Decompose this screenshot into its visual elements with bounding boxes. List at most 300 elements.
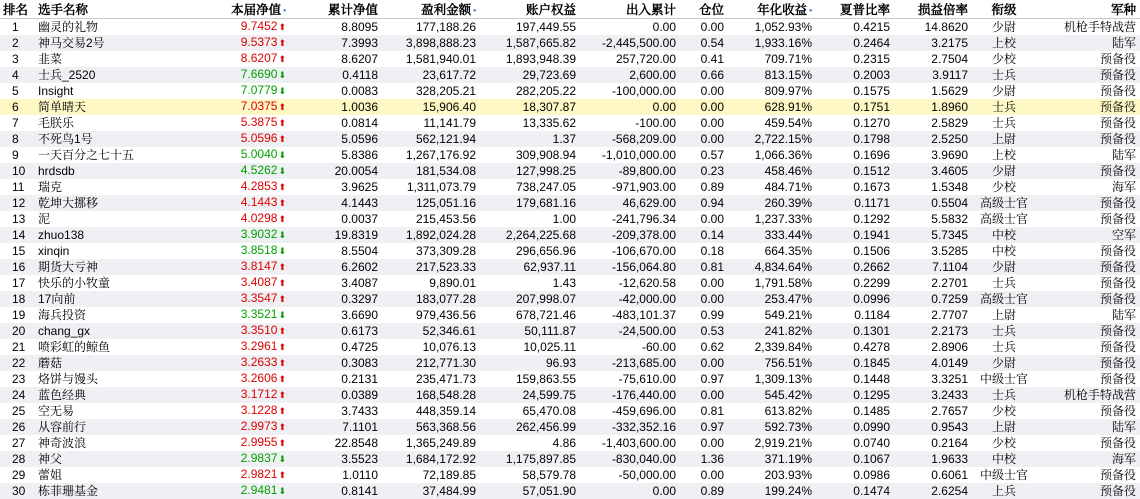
cell-profit: 448,359.14	[382, 403, 480, 419]
cell-arm: 预备役	[1036, 51, 1140, 67]
cell-nav	[202, 307, 290, 323]
arrow-down-icon: ⬇	[278, 230, 286, 240]
cell-grade: 少尉	[972, 83, 1036, 99]
cell-sharpe: 0.1845	[816, 355, 894, 371]
cell-nav	[202, 323, 290, 339]
column-header-plr[interactable]	[894, 0, 972, 19]
cell-cum: 0.3083	[290, 355, 382, 371]
cell-equity: 1,893,948.39	[480, 51, 580, 67]
table-row[interactable]	[0, 387, 1140, 403]
cell-nav	[202, 163, 290, 179]
cell-arm: 陆军	[1036, 419, 1140, 435]
arrow-up-icon: ⬆	[278, 470, 286, 480]
cell-equity: 296,656.96	[480, 243, 580, 259]
cell-cum: 0.4118	[290, 67, 382, 83]
cell-pos: 0.00	[680, 99, 728, 115]
cell-profit: 15,906.40	[382, 99, 480, 115]
cell-equity: 29,723.69	[480, 67, 580, 83]
cell-pos: 0.00	[680, 355, 728, 371]
nav-value: 3.4087	[241, 275, 278, 289]
table-row[interactable]	[0, 19, 1140, 36]
table-row[interactable]	[0, 307, 1140, 323]
cell-nav	[202, 35, 290, 51]
cell-nav	[202, 387, 290, 403]
cell-grade: 上尉	[972, 419, 1036, 435]
cell-grade: 高级士官	[972, 195, 1036, 211]
nav-value: 4.1443	[241, 195, 278, 209]
cell-pos: 0.99	[680, 307, 728, 323]
cell-equity: 4.86	[480, 435, 580, 451]
arrow-up-icon: ⬆	[278, 102, 286, 112]
cell-flow: 2,600.00	[580, 67, 680, 83]
cell-profit: 52,346.61	[382, 323, 480, 339]
cell-name[interactable]: 17向前	[32, 291, 202, 307]
cell-rank: 20	[0, 323, 32, 339]
cell-cum: 19.8319	[290, 227, 382, 243]
cell-pos: 0.14	[680, 227, 728, 243]
table-row[interactable]	[0, 211, 1140, 227]
cell-grade: 中校	[972, 451, 1036, 467]
cell-plr: 2.7707	[894, 307, 972, 323]
cell-sharpe: 0.1506	[816, 243, 894, 259]
cell-nav	[202, 259, 290, 275]
table-row[interactable]	[0, 131, 1140, 147]
cell-grade: 士兵	[972, 99, 1036, 115]
cell-grade: 少校	[972, 51, 1036, 67]
cell-pos: 0.00	[680, 291, 728, 307]
cell-annual: 1,237.33%	[728, 211, 816, 227]
nav-value: 4.5262	[241, 163, 278, 177]
cell-plr: 1.5348	[894, 179, 972, 195]
column-header-label: 年化收益	[757, 3, 807, 17]
cell-cum: 0.0814	[290, 115, 382, 131]
cell-pos: 0.00	[680, 19, 728, 36]
cell-annual: 203.93%	[728, 467, 816, 483]
nav-value: 3.3547	[241, 291, 278, 305]
cell-plr: 2.7504	[894, 51, 972, 67]
cell-equity: 24,599.75	[480, 387, 580, 403]
column-header-pos[interactable]	[680, 0, 728, 19]
cell-grade: 上尉	[972, 131, 1036, 147]
cell-profit: 3,898,888.23	[382, 35, 480, 51]
nav-value: 3.8518	[241, 243, 278, 257]
cell-arm: 预备役	[1036, 403, 1140, 419]
cell-equity: 10,025.11	[480, 339, 580, 355]
cell-rank: 12	[0, 195, 32, 211]
cell-nav	[202, 19, 290, 36]
cell-cum: 5.8386	[290, 147, 382, 163]
table-row[interactable]	[0, 99, 1140, 115]
nav-value: 5.0596	[241, 131, 278, 145]
cell-equity: 96.93	[480, 355, 580, 371]
cell-pos: 0.00	[680, 131, 728, 147]
cell-flow: -24,500.00	[580, 323, 680, 339]
cell-cum: 3.5523	[290, 451, 382, 467]
cell-cum: 7.3993	[290, 35, 382, 51]
table-row[interactable]	[0, 291, 1140, 307]
cell-equity: 207,998.07	[480, 291, 580, 307]
cell-name[interactable]: 蘑菇	[32, 355, 202, 371]
cell-arm: 陆军	[1036, 147, 1140, 163]
nav-value: 8.6207	[241, 51, 278, 65]
cell-nav	[202, 147, 290, 163]
cell-sharpe: 0.1673	[816, 179, 894, 195]
column-header-label: 选手名称	[38, 3, 88, 17]
arrow-up-icon: ⬆	[278, 38, 286, 48]
cell-profit: 217,523.33	[382, 259, 480, 275]
cell-rank: 22	[0, 355, 32, 371]
cell-pos: 0.94	[680, 195, 728, 211]
table-row[interactable]	[0, 195, 1140, 211]
cell-name[interactable]: 韭菜	[32, 51, 202, 67]
cell-arm: 预备役	[1036, 483, 1140, 499]
cell-nav	[202, 227, 290, 243]
cell-cum: 20.0054	[290, 163, 382, 179]
cell-profit: 215,453.56	[382, 211, 480, 227]
arrow-down-icon: ⬇	[278, 246, 286, 256]
table-row[interactable]	[0, 371, 1140, 387]
cell-profit: 177,188.26	[382, 19, 480, 36]
table-row[interactable]	[0, 147, 1140, 163]
cell-arm: 预备役	[1036, 275, 1140, 291]
column-header-label: 本届净值	[231, 3, 281, 17]
sort-indicator-icon[interactable]: •	[283, 6, 286, 15]
cell-nav	[202, 467, 290, 483]
column-header-arm[interactable]	[1036, 0, 1140, 19]
cell-nav	[202, 275, 290, 291]
nav-value: 7.0375	[241, 99, 278, 113]
cell-nav	[202, 211, 290, 227]
cell-name[interactable]: 蕾姐	[32, 467, 202, 483]
column-header-label: 累计净值	[328, 3, 378, 17]
cell-arm: 预备役	[1036, 291, 1140, 307]
cell-annual: 613.82%	[728, 403, 816, 419]
cell-nav	[202, 355, 290, 371]
cell-pos: 0.81	[680, 259, 728, 275]
cell-plr: 3.9117	[894, 67, 972, 83]
cell-arm: 预备役	[1036, 195, 1140, 211]
cell-rank: 8	[0, 131, 32, 147]
cell-name[interactable]: 泥	[32, 211, 202, 227]
cell-sharpe: 0.1184	[816, 307, 894, 323]
cell-sharpe: 0.1941	[816, 227, 894, 243]
nav-value: 2.9837	[241, 451, 278, 465]
cell-name[interactable]: 从容前行	[32, 419, 202, 435]
table-row[interactable]	[0, 83, 1140, 99]
cell-profit: 23,617.72	[382, 67, 480, 83]
cell-flow: -459,696.00	[580, 403, 680, 419]
cell-profit: 11,141.79	[382, 115, 480, 131]
nav-value: 4.0298	[241, 211, 278, 225]
cell-profit: 235,471.73	[382, 371, 480, 387]
cell-name[interactable]: 瑞克	[32, 179, 202, 195]
cell-profit: 125,051.16	[382, 195, 480, 211]
cell-name[interactable]: 神奇波浪	[32, 435, 202, 451]
arrow-down-icon: ⬇	[278, 310, 286, 320]
column-header-rank[interactable]	[0, 0, 32, 19]
cell-name[interactable]: 简单晴天	[32, 99, 202, 115]
cell-cum: 5.0596	[290, 131, 382, 147]
cell-annual: 756.51%	[728, 355, 816, 371]
table-row[interactable]	[0, 67, 1140, 83]
table-row[interactable]	[0, 483, 1140, 499]
cell-cum: 8.6207	[290, 51, 382, 67]
cell-rank: 23	[0, 371, 32, 387]
column-header-flow[interactable]	[580, 0, 680, 19]
cell-name[interactable]: Insight	[32, 83, 202, 99]
arrow-up-icon: ⬆	[278, 118, 286, 128]
cell-name[interactable]: 乾坤大挪移	[32, 195, 202, 211]
cell-arm: 预备役	[1036, 355, 1140, 371]
cell-annual: 664.35%	[728, 243, 816, 259]
cell-name[interactable]: chang_gx	[32, 323, 202, 339]
table-row[interactable]	[0, 243, 1140, 259]
cell-cum: 8.8095	[290, 19, 382, 36]
cell-arm: 预备役	[1036, 67, 1140, 83]
cell-equity: 179,681.16	[480, 195, 580, 211]
nav-value: 9.5373	[241, 35, 278, 49]
cell-profit: 181,534.08	[382, 163, 480, 179]
cell-equity: 57,051.90	[480, 483, 580, 499]
cell-annual: 484.71%	[728, 179, 816, 195]
column-header-label: 仓位	[699, 3, 724, 17]
column-header-annual[interactable]	[728, 0, 816, 19]
cell-flow: -89,800.00	[580, 163, 680, 179]
cell-rank: 10	[0, 163, 32, 179]
cell-annual: 1,309.13%	[728, 371, 816, 387]
column-header-name[interactable]	[32, 0, 202, 19]
cell-sharpe: 0.1448	[816, 371, 894, 387]
cell-nav	[202, 195, 290, 211]
cell-pos: 0.54	[680, 35, 728, 51]
cell-annual: 371.19%	[728, 451, 816, 467]
column-header-label: 排名	[3, 3, 28, 17]
cell-pos: 0.00	[680, 467, 728, 483]
cell-profit: 212,771.30	[382, 355, 480, 371]
sort-indicator-icon[interactable]: •	[473, 6, 476, 15]
cell-nav	[202, 451, 290, 467]
cell-annual: 628.91%	[728, 99, 816, 115]
table-row[interactable]	[0, 355, 1140, 371]
cell-pos: 0.89	[680, 179, 728, 195]
cell-name[interactable]: 神马交易2号	[32, 35, 202, 51]
table-row[interactable]	[0, 51, 1140, 67]
table-row[interactable]	[0, 259, 1140, 275]
cell-annual: 1,791.58%	[728, 275, 816, 291]
cell-pos: 0.89	[680, 483, 728, 499]
cell-equity: 65,470.08	[480, 403, 580, 419]
cell-profit: 1,581,940.01	[382, 51, 480, 67]
cell-sharpe: 0.2003	[816, 67, 894, 83]
column-header-equity[interactable]	[480, 0, 580, 19]
cell-sharpe: 0.1171	[816, 195, 894, 211]
table-row[interactable]	[0, 323, 1140, 339]
cell-name[interactable]: 蓝色经典	[32, 387, 202, 403]
cell-plr: 3.4605	[894, 163, 972, 179]
cell-flow: -971,903.00	[580, 179, 680, 195]
cell-name[interactable]: 一天百分之七十五	[32, 147, 202, 163]
nav-value: 5.0040	[241, 147, 278, 161]
cell-name[interactable]: 神父	[32, 451, 202, 467]
cell-name[interactable]: 快乐的小牧童	[32, 275, 202, 291]
cell-name[interactable]: 士兵_2520	[32, 67, 202, 83]
column-header-cum[interactable]	[290, 0, 382, 19]
cell-cum: 0.0389	[290, 387, 382, 403]
cell-nav	[202, 131, 290, 147]
cell-cum: 0.0083	[290, 83, 382, 99]
cell-name[interactable]: 不死鸟1号	[32, 131, 202, 147]
cell-name[interactable]: 海兵投资	[32, 307, 202, 323]
arrow-up-icon: ⬆	[278, 358, 286, 368]
arrow-up-icon: ⬆	[278, 326, 286, 336]
table-row[interactable]	[0, 179, 1140, 195]
table-row[interactable]	[0, 115, 1140, 131]
arrow-up-icon: ⬆	[278, 438, 286, 448]
cell-rank: 21	[0, 339, 32, 355]
table-row[interactable]	[0, 339, 1140, 355]
cell-sharpe: 0.0740	[816, 435, 894, 451]
cell-grade: 士兵	[972, 339, 1036, 355]
table-row[interactable]	[0, 419, 1140, 435]
cell-cum: 1.0036	[290, 99, 382, 115]
column-header-grade[interactable]	[972, 0, 1036, 19]
cell-flow: -60.00	[580, 339, 680, 355]
table-row[interactable]	[0, 467, 1140, 483]
cell-equity: 159,863.55	[480, 371, 580, 387]
arrow-up-icon: ⬆	[278, 342, 286, 352]
column-header-sharpe[interactable]	[816, 0, 894, 19]
cell-pos: 0.18	[680, 243, 728, 259]
cell-arm: 预备役	[1036, 371, 1140, 387]
nav-value: 4.2853	[241, 179, 278, 193]
table-row[interactable]	[0, 451, 1140, 467]
table-row[interactable]	[0, 227, 1140, 243]
cell-plr: 5.5832	[894, 211, 972, 227]
cell-annual: 2,339.84%	[728, 339, 816, 355]
cell-plr: 7.1104	[894, 259, 972, 275]
cell-grade: 上尉	[972, 307, 1036, 323]
cell-annual: 333.44%	[728, 227, 816, 243]
cell-grade: 上校	[972, 147, 1036, 163]
cell-cum: 1.0110	[290, 467, 382, 483]
cell-grade: 少校	[972, 403, 1036, 419]
nav-value: 5.3875	[241, 115, 278, 129]
cell-rank: 2	[0, 35, 32, 51]
nav-value: 3.1712	[241, 387, 278, 401]
cell-profit: 72,189.85	[382, 467, 480, 483]
cell-flow: -568,209.00	[580, 131, 680, 147]
cell-sharpe: 0.2662	[816, 259, 894, 275]
cell-plr: 0.6061	[894, 467, 972, 483]
cell-cum: 3.7433	[290, 403, 382, 419]
cell-annual: 1,052.93%	[728, 19, 816, 36]
cell-rank: 18	[0, 291, 32, 307]
cell-plr: 3.3251	[894, 371, 972, 387]
nav-value: 3.2633	[241, 355, 278, 369]
arrow-down-icon: ⬇	[278, 150, 286, 160]
arrow-up-icon: ⬆	[278, 54, 286, 64]
arrow-up-icon: ⬆	[278, 22, 286, 32]
cell-plr: 3.9690	[894, 147, 972, 163]
table-row[interactable]	[0, 435, 1140, 451]
cell-sharpe: 0.0990	[816, 419, 894, 435]
cell-equity: 282,205.22	[480, 83, 580, 99]
nav-value: 7.0779	[241, 83, 278, 97]
cell-nav	[202, 179, 290, 195]
table-row[interactable]	[0, 163, 1140, 179]
column-header-profit[interactable]	[382, 0, 480, 19]
cell-flow: -100,000.00	[580, 83, 680, 99]
sort-indicator-icon[interactable]: •	[809, 6, 812, 15]
cell-name[interactable]: xinqin	[32, 243, 202, 259]
cell-pos: 0.62	[680, 339, 728, 355]
cell-pos: 0.00	[680, 275, 728, 291]
cell-sharpe: 0.1751	[816, 99, 894, 115]
table-row[interactable]	[0, 275, 1140, 291]
table-row[interactable]	[0, 403, 1140, 419]
cell-equity: 1,175,897.85	[480, 451, 580, 467]
cell-name[interactable]: hrdsdb	[32, 163, 202, 179]
cell-equity: 2,264,225.68	[480, 227, 580, 243]
cell-annual: 592.73%	[728, 419, 816, 435]
cell-flow: 0.00	[580, 19, 680, 36]
column-header-nav[interactable]	[202, 0, 290, 19]
cell-plr: 0.7259	[894, 291, 972, 307]
cell-flow: -241,796.34	[580, 211, 680, 227]
cell-name[interactable]: 喷彩虹的鲸鱼	[32, 339, 202, 355]
cell-name[interactable]: zhuo138	[32, 227, 202, 243]
cell-sharpe: 0.1575	[816, 83, 894, 99]
cell-name[interactable]: 空无易	[32, 403, 202, 419]
cell-arm: 预备役	[1036, 211, 1140, 227]
cell-equity: 262,456.99	[480, 419, 580, 435]
cell-cum: 3.9625	[290, 179, 382, 195]
cell-grade: 高级士官	[972, 211, 1036, 227]
cell-plr: 2.2173	[894, 323, 972, 339]
cell-sharpe: 0.1474	[816, 483, 894, 499]
cell-name[interactable]: 栋菲珊基金	[32, 483, 202, 499]
cell-arm: 陆军	[1036, 35, 1140, 51]
cell-rank: 28	[0, 451, 32, 467]
cell-rank: 14	[0, 227, 32, 243]
nav-value: 7.6690	[241, 67, 278, 81]
cell-plr: 0.2164	[894, 435, 972, 451]
cell-annual: 813.15%	[728, 67, 816, 83]
cell-nav	[202, 243, 290, 259]
cell-equity: 127,998.25	[480, 163, 580, 179]
cell-pos: 0.00	[680, 211, 728, 227]
cell-plr: 3.5285	[894, 243, 972, 259]
cell-sharpe: 0.2315	[816, 51, 894, 67]
cell-nav	[202, 435, 290, 451]
cell-arm: 海军	[1036, 451, 1140, 467]
cell-flow: 0.00	[580, 99, 680, 115]
cell-pos: 0.00	[680, 435, 728, 451]
cell-name[interactable]: 期货大亏神	[32, 259, 202, 275]
table-row[interactable]	[0, 35, 1140, 51]
cell-name[interactable]: 烙饼与馒头	[32, 371, 202, 387]
cell-rank: 29	[0, 467, 32, 483]
nav-value: 3.9032	[241, 227, 278, 241]
cell-name[interactable]: 毛朕乐	[32, 115, 202, 131]
cell-flow: -156,064.80	[580, 259, 680, 275]
cell-flow: -50,000.00	[580, 467, 680, 483]
cell-name[interactable]: 幽灵的礼物	[32, 19, 202, 36]
cell-cum: 4.1443	[290, 195, 382, 211]
cell-annual: 459.54%	[728, 115, 816, 131]
nav-value: 3.2606	[241, 371, 278, 385]
cell-annual: 2,919.21%	[728, 435, 816, 451]
